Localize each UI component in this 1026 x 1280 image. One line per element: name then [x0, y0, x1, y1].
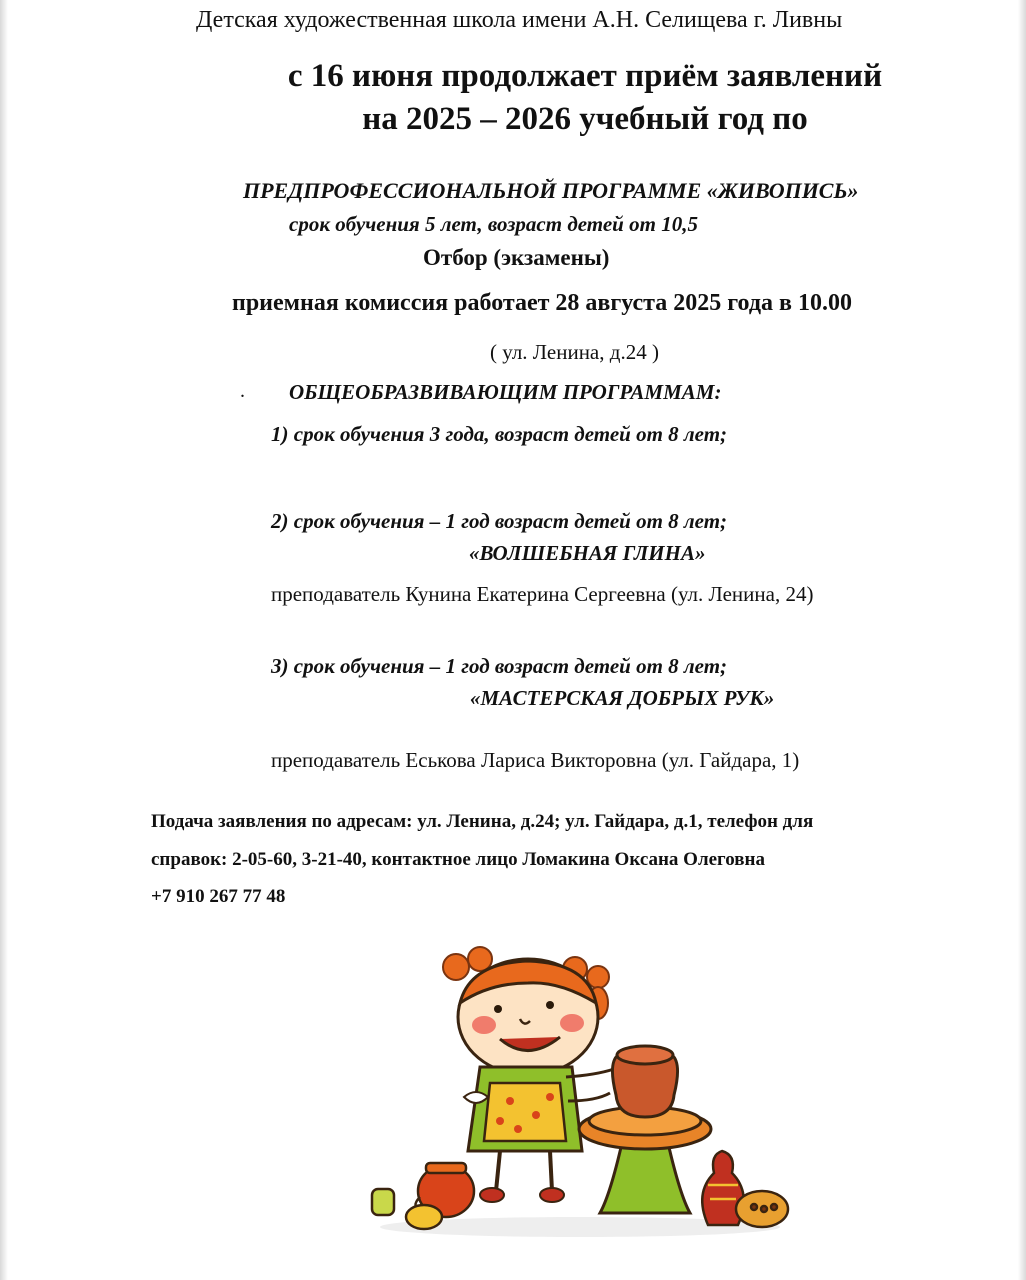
- left-eye: [494, 1005, 502, 1013]
- program-2-term: 2) срок обучения – 1 год возраст детей от 8 лет;: [271, 509, 728, 533]
- girl-apron: [484, 1083, 566, 1141]
- program-3-teacher: преподаватель Еськова Лариса Викторовна (ул. Гайдара, 1): [271, 748, 800, 772]
- general-programs-heading: ОБЩЕОБРАЗВИВАЮЩИМ ПРОГРАММАМ:: [289, 380, 722, 404]
- contacts-line-2: справок: 2-05-60, 3-21-40, контактное лицо Ломакина Оксана Олеговна: [151, 849, 765, 870]
- pottery-wheel: [579, 1046, 711, 1213]
- program-2-teacher: преподаватель Кунина Екатерина Сергеевна (ул. Ленина, 24): [271, 582, 814, 606]
- right-eye: [546, 1001, 554, 1009]
- contacts-phone: +7 910 267 77 48: [151, 886, 286, 907]
- page-left-edge-shadow: [0, 0, 8, 1280]
- bullet-dot: .: [240, 380, 245, 402]
- program-2-name: «ВОЛШЕБНАЯ ГЛИНА»: [469, 541, 706, 565]
- headline-line-2: на 2025 – 2026 учебный год по: [362, 101, 808, 137]
- commission-address: ( ул. Ленина, д.24 ): [490, 340, 659, 364]
- headline-line-1: с 16 июня продолжает приём заявлений: [287, 58, 883, 94]
- commission-schedule: приемная комиссия работает 28 августа 2025 года в 10.00: [232, 290, 852, 316]
- girl-pottery-illustration: [360, 945, 800, 1245]
- contacts-line-1: Подача заявления по адресам: ул. Ленина, д.24; ул. Гайдара, д.1, телефон для: [151, 811, 814, 832]
- selection-exams: Отбор (экзамены): [423, 245, 610, 270]
- program-1-term: 1) срок обучения 3 года, возраст детей от 8 лет;: [271, 422, 728, 446]
- program-3-term: 3) срок обучения – 1 год возраст детей от 8 лет;: [271, 654, 728, 678]
- preprofessional-program-title: ПРЕДПРОФЕССИОНАЛЬНОЙ ПРОГРАММЕ «ЖИВОПИСЬ»: [243, 178, 859, 203]
- program-3-name: «МАСТЕРСКАЯ ДОБРЫХ РУК»: [470, 686, 775, 710]
- school-name: Детская художественная школа имени А.Н. Селищева г. Ливны: [196, 7, 843, 33]
- preprofessional-term: срок обучения 5 лет, возраст детей от 10,5: [289, 212, 698, 236]
- page-right-edge-shadow: [1018, 0, 1026, 1280]
